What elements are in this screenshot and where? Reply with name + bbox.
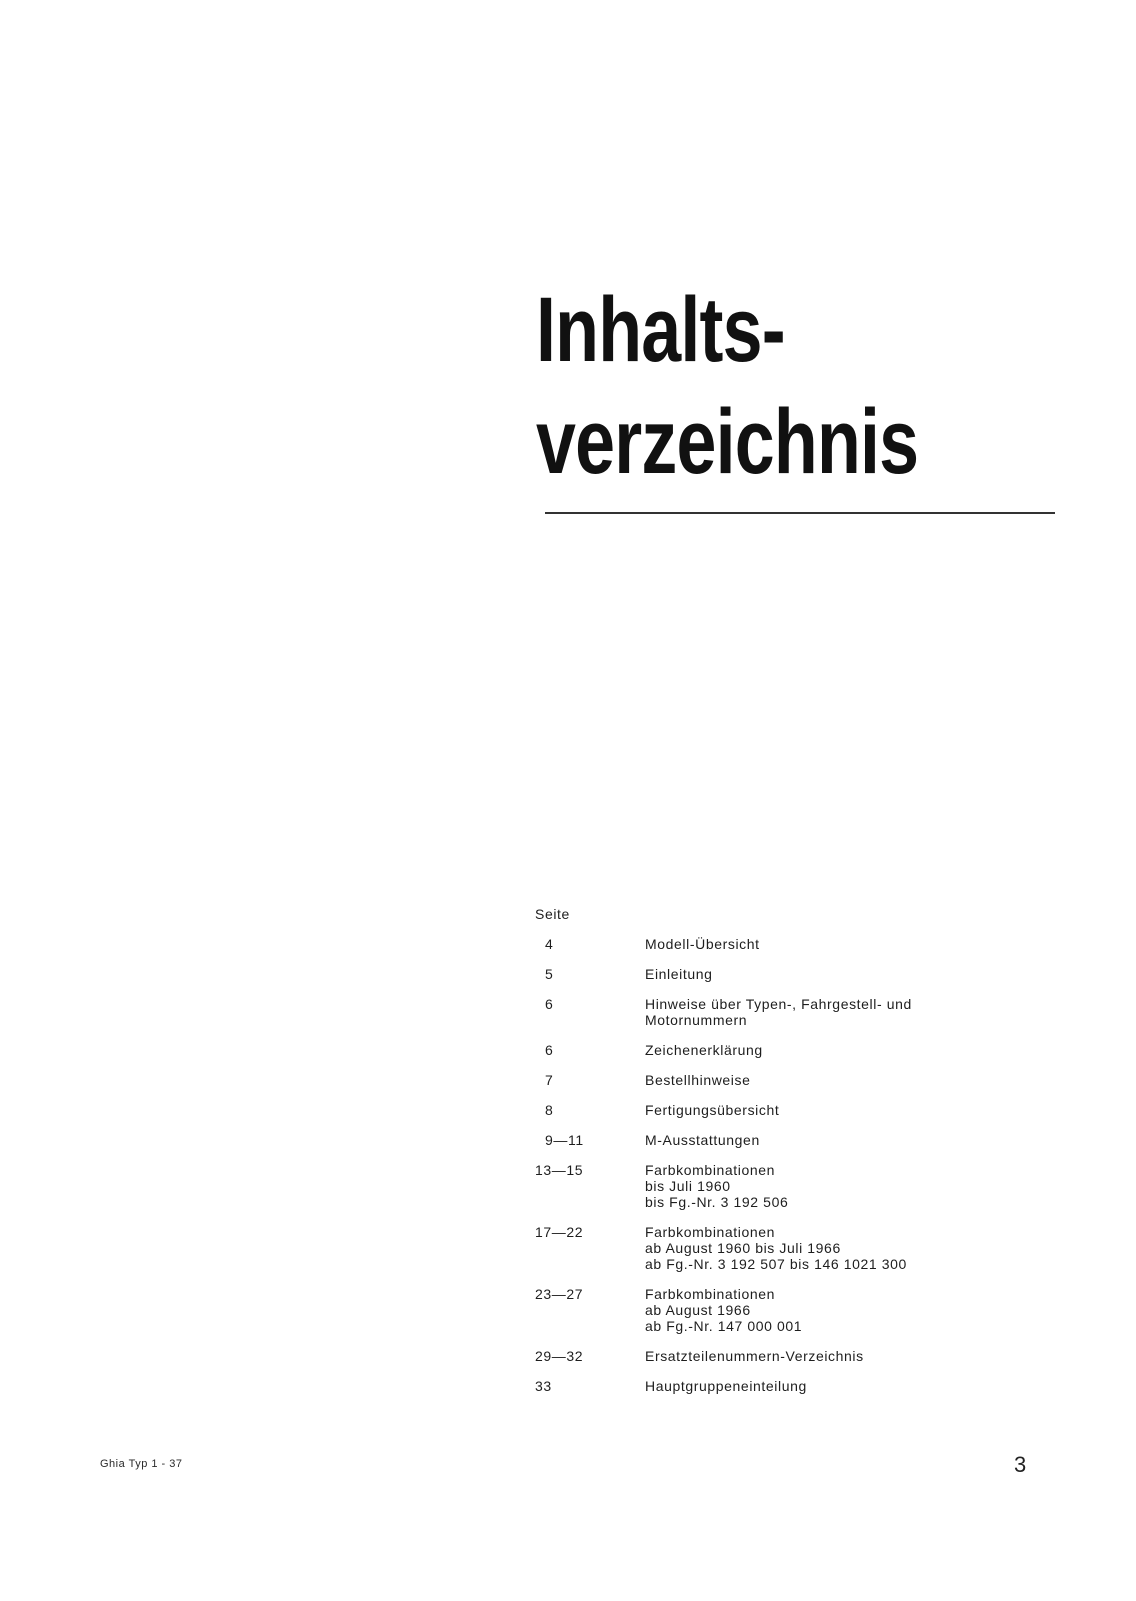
toc-entry-page: 9—11 <box>545 1132 584 1148</box>
toc-entry-line: Bestellhinweise <box>645 1072 751 1088</box>
toc-entry-page: 7 <box>545 1072 554 1088</box>
toc-entry <box>535 1072 1055 1088</box>
title-line-1: Inhalts- <box>536 279 785 381</box>
toc-page-header: Seite <box>535 906 570 922</box>
toc-entry-page: 33 <box>535 1378 552 1394</box>
toc-entry-line: Modell-Übersicht <box>645 936 760 952</box>
document-title <box>536 274 1056 498</box>
title-line-2: verzeichnis <box>536 391 919 493</box>
toc-entry-title <box>645 966 1055 982</box>
toc-entry-page: 4 <box>545 936 554 952</box>
toc-entry-line: Fertigungsübersicht <box>645 1102 780 1118</box>
toc-entry-line: ab Fg.-Nr. 3 192 507 bis 146 1021 300 <box>645 1256 907 1272</box>
title-divider <box>545 512 1055 514</box>
page-number: 3 <box>1014 1452 1027 1477</box>
toc-entry-title <box>645 1132 1055 1148</box>
toc-entry-page: 23—27 <box>535 1286 584 1302</box>
toc-entry-title <box>645 1286 1055 1334</box>
toc-entry-title <box>645 1378 1055 1394</box>
toc-entry <box>535 936 1055 952</box>
toc-entry-line: Farbkombinationen <box>645 1286 776 1302</box>
toc-entry-line: ab August 1960 bis Juli 1966 <box>645 1240 841 1256</box>
toc-entry <box>535 1132 1055 1148</box>
footer-document-code: Ghia Typ 1 - 37 <box>100 1458 183 1470</box>
toc-entry-line: M-Ausstattungen <box>645 1132 760 1148</box>
toc-entry-title <box>645 996 1055 1028</box>
toc-entry-line: bis Juli 1960 <box>645 1178 731 1194</box>
toc-entry-page: 13—15 <box>535 1162 584 1178</box>
toc-entry-title <box>645 1224 1055 1272</box>
toc-entry <box>535 996 1055 1028</box>
toc-entry <box>535 1042 1055 1058</box>
toc-entry-line: Hauptgruppeneinteilung <box>645 1378 807 1394</box>
toc-entry <box>535 1102 1055 1118</box>
toc-entry-title <box>645 1072 1055 1088</box>
toc-entry <box>535 1348 1055 1364</box>
toc-entry-title <box>645 1162 1055 1210</box>
toc-entry-line: Zeichenerklärung <box>645 1042 763 1058</box>
toc-entry-line: bis Fg.-Nr. 3 192 506 <box>645 1194 789 1210</box>
toc-entry-line: ab Fg.-Nr. 147 000 001 <box>645 1318 803 1334</box>
table-of-contents <box>535 906 1055 1408</box>
toc-entry-page: 29—32 <box>535 1348 584 1364</box>
toc-entry-page: 8 <box>545 1102 554 1118</box>
toc-entry-line: Hinweise über Typen-, Fahrgestell- und <box>645 996 912 1012</box>
toc-entry-title <box>645 1042 1055 1058</box>
toc-entry-line: Ersatzteilenummern-Verzeichnis <box>645 1348 864 1364</box>
toc-entry-line: ab August 1966 <box>645 1302 751 1318</box>
toc-entry-line: Motornummern <box>645 1012 748 1028</box>
toc-entry-line: Farbkombinationen <box>645 1162 776 1178</box>
toc-entry-title <box>645 1348 1055 1364</box>
toc-entry-title <box>645 1102 1055 1118</box>
toc-entry-page: 5 <box>545 966 554 982</box>
toc-entry <box>535 1286 1055 1334</box>
toc-entry <box>535 1162 1055 1210</box>
toc-entry <box>535 1378 1055 1394</box>
toc-entry-line: Einleitung <box>645 966 713 982</box>
toc-entry-page: 6 <box>545 996 554 1012</box>
toc-entry-page: 6 <box>545 1042 554 1058</box>
toc-entry-page: 17—22 <box>535 1224 584 1240</box>
toc-entry <box>535 966 1055 982</box>
toc-entry-line: Farbkombinationen <box>645 1224 776 1240</box>
toc-entry-title <box>645 936 1055 952</box>
toc-entry <box>535 1224 1055 1272</box>
